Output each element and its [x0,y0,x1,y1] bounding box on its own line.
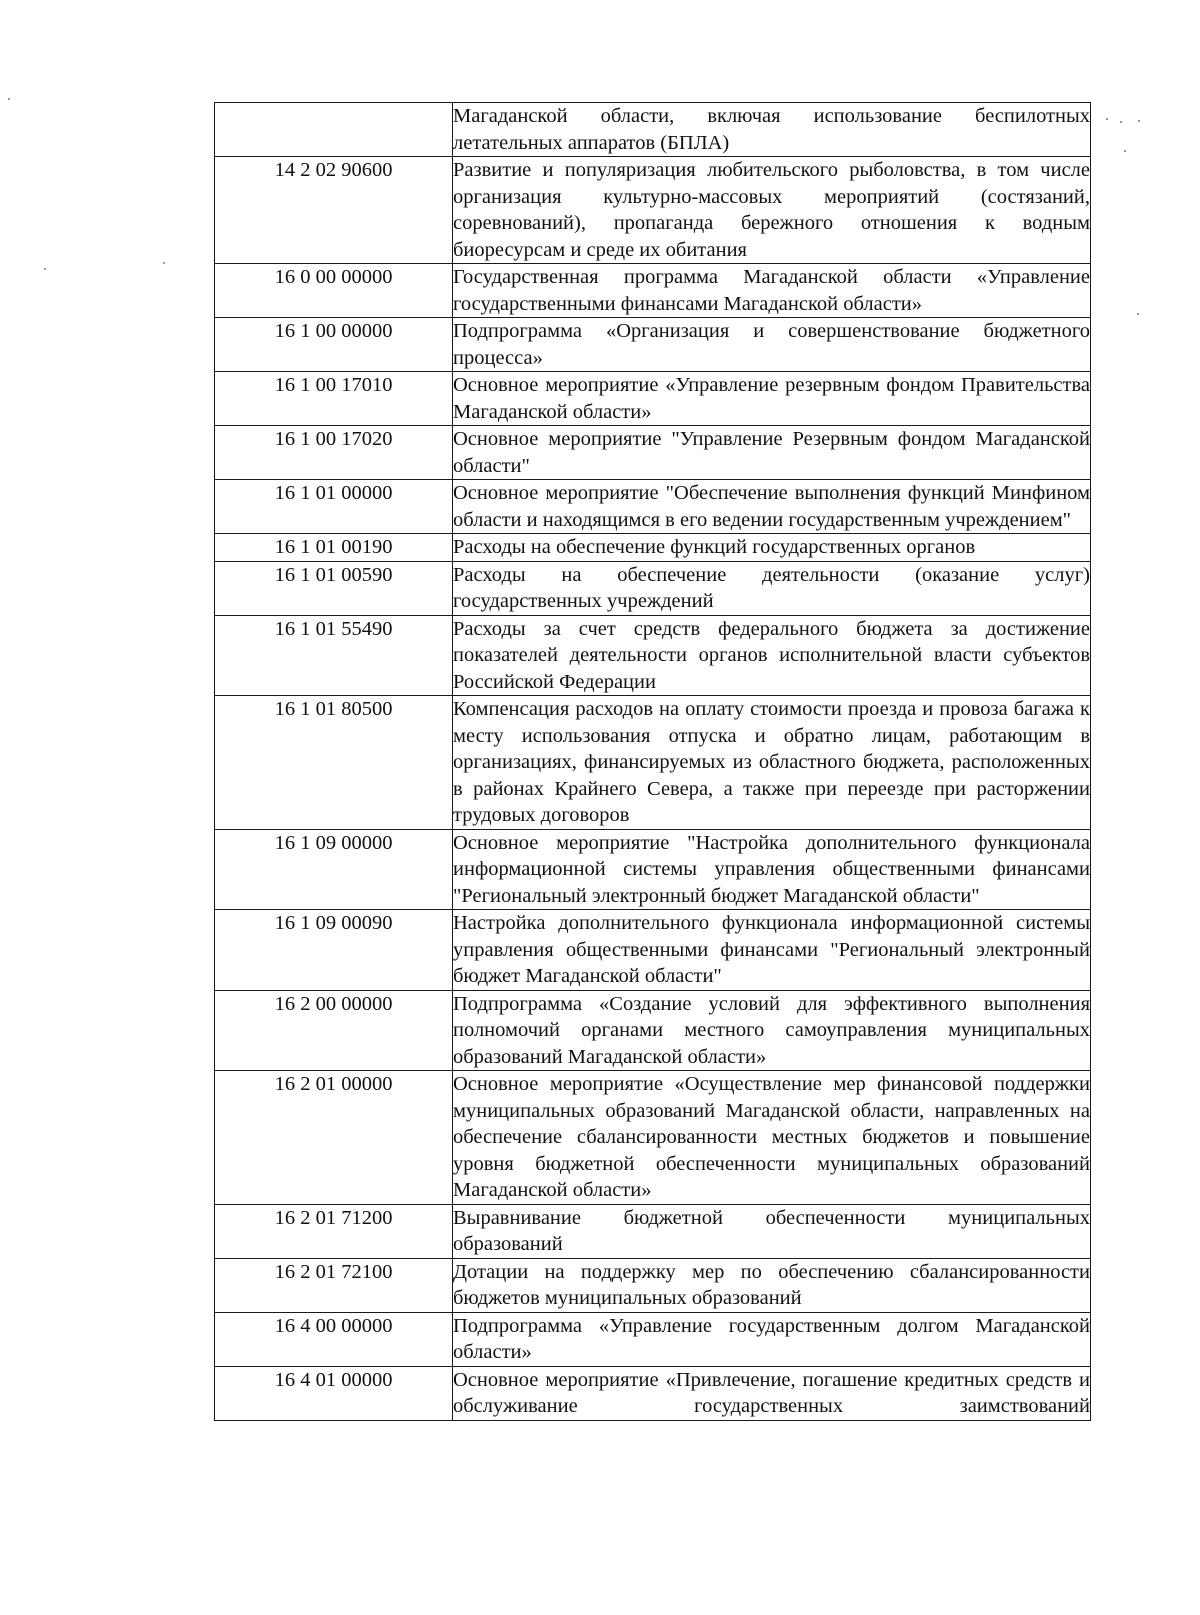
table-row [215,696,1091,830]
budget-codes-table [214,102,1091,1421]
code-cell: 16 2 00 00000 [215,990,453,1071]
description-cell: Основное мероприятие «Осуществление мер финансовой поддержки муниципальных образований Магаданской области, направленных на обеспечение сбалансированности местных бюджетов и повышение уровня бюджетной обеспеченности муниципальных образований Магаданской области» [453,1071,1091,1205]
description-cell: Основное мероприятие «Привлечение, погашение кредитных средств и обслуживание государственных заимствований [453,1366,1091,1420]
code-cell: 16 1 00 00000 [215,318,453,372]
table-row [215,1366,1091,1420]
scan-speck [8,98,10,100]
scan-speck [1120,121,1122,123]
code-cell: 16 1 01 00000 [215,480,453,534]
description-cell: Расходы на обеспечение функций государственных органов [453,534,1091,562]
table-row [215,829,1091,910]
scan-speck [1106,118,1108,120]
description-cell: Государственная программа Магаданской области «Управление государственными финансами Магаданской области» [453,264,1091,318]
table-row [215,480,1091,534]
description-cell: Основное мероприятие "Управление Резервным фондом Магаданской области" [453,426,1091,480]
table-row [215,372,1091,426]
table-row [215,1258,1091,1312]
table-row [215,910,1091,991]
scan-speck [1137,313,1139,315]
code-cell: 16 2 01 00000 [215,1071,453,1205]
description-cell: Настройка дополнительного функционала информационной системы управления общественными финансами "Региональный электронный бюджет Магаданской области" [453,910,1091,991]
code-cell: 16 1 01 80500 [215,696,453,830]
description-cell: Магаданской области, включая использование беспилотных летательных аппаратов (БПЛА) [453,103,1091,157]
description-cell: Основное мероприятие «Управление резервным фондом Правительства Магаданской области» [453,372,1091,426]
table-row [215,1312,1091,1366]
scan-speck [163,262,165,264]
code-cell: 14 2 02 90600 [215,157,453,264]
table-row [215,990,1091,1071]
code-cell: 16 4 01 00000 [215,1366,453,1420]
scan-speck [44,268,46,270]
description-cell: Подпрограмма «Организация и совершенствование бюджетного процесса» [453,318,1091,372]
table-row [215,561,1091,615]
description-cell: Подпрограмма «Управление государственным долгом Магаданской области» [453,1312,1091,1366]
code-cell: 16 1 00 17020 [215,426,453,480]
description-cell: Основное мероприятие "Обеспечение выполнения функций Минфином области и находящимся в его ведении государственным учреждением" [453,480,1091,534]
code-cell: 16 4 00 00000 [215,1312,453,1366]
description-cell: Компенсация расходов на оплату стоимости проезда и провоза багажа к месту использования отпуска и обратно лицам, работающим в организациях, финансируемых из областного бюджета, расположенных в районах Крайнего Севера, а также при переезде при расторжении трудовых договоров [453,696,1091,830]
description-cell: Выравнивание бюджетной обеспеченности муниципальных образований [453,1204,1091,1258]
code-cell: 16 1 01 00190 [215,534,453,562]
scan-speck [1124,150,1126,152]
code-cell: 16 1 01 55490 [215,615,453,696]
table-row [215,534,1091,562]
description-cell: Основное мероприятие "Настройка дополнительного функционала информационной системы управления общественными финансами "Региональный электронный бюджет Магаданской области" [453,829,1091,910]
code-cell: 16 1 01 00590 [215,561,453,615]
table-row [215,157,1091,264]
code-cell: 16 1 09 00090 [215,910,453,991]
code-cell: 16 2 01 72100 [215,1258,453,1312]
scan-speck [1138,120,1140,122]
table-row [215,1204,1091,1258]
code-cell [215,103,453,157]
table-row [215,426,1091,480]
table-row [215,318,1091,372]
table-row [215,615,1091,696]
description-cell: Расходы на обеспечение деятельности (оказание услуг) государственных учреждений [453,561,1091,615]
code-cell: 16 1 09 00000 [215,829,453,910]
table-row [215,264,1091,318]
code-cell: 16 1 00 17010 [215,372,453,426]
code-cell: 16 0 00 00000 [215,264,453,318]
description-cell: Подпрограмма «Создание условий для эффективного выполнения полномочий органами местного самоуправления муниципальных образований Магаданской области» [453,990,1091,1071]
description-cell: Расходы за счет средств федерального бюджета за достижение показателей деятельности органов исполнительной власти субъектов Российской Федерации [453,615,1091,696]
description-cell: Дотации на поддержку мер по обеспечению сбалансированности бюджетов муниципальных образований [453,1258,1091,1312]
code-cell: 16 2 01 71200 [215,1204,453,1258]
description-cell: Развитие и популяризация любительского рыболовства, в том числе организация культурно-массовых мероприятий (состязаний, соревнований), пропаганда бережного отношения к водным биоресурсам и среде их обитания [453,157,1091,264]
table-row [215,103,1091,157]
table-row [215,1071,1091,1205]
